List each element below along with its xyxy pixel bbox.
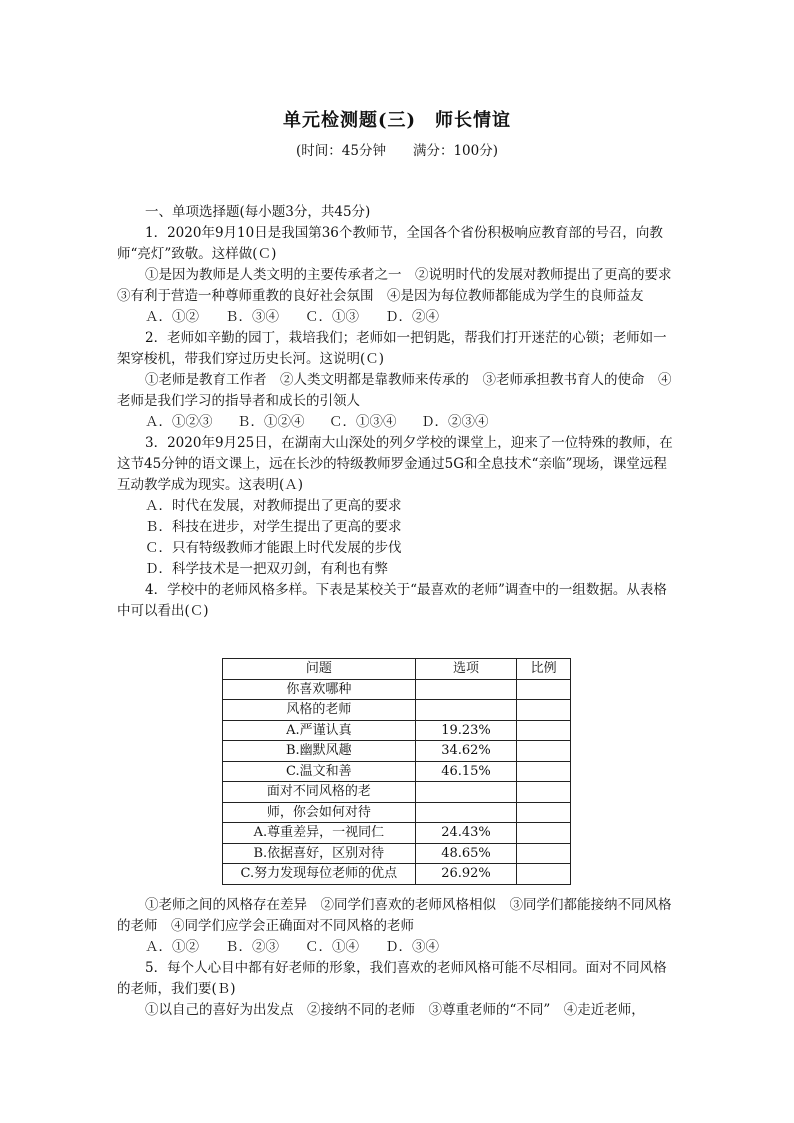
table-cell: A.尊重差异，一视同仁: [223, 823, 416, 844]
table-row: [223, 761, 571, 782]
table-cell: 48.65%: [415, 843, 517, 864]
question-4-stem: 4．学校中的老师风格多样。下表是某校关于“最喜欢的老师”调查中的一组数据。从表格中可以看出(Ｃ): [117, 582, 667, 619]
table-cell: C.温文和善: [223, 761, 416, 782]
table-row: [223, 802, 571, 823]
question-2-options: [117, 412, 679, 433]
question-1-stem: 1．2020年9月10日是我国第36个教师节，全国各个省份积极响应教育部的号召，向教师“亮灯”致敬。这样做(Ｃ): [117, 225, 663, 262]
option-c: Ｃ．①④: [305, 939, 359, 955]
question-2-items: ①老师是教育工作者 ②人类文明都是靠教师来传承的 ③老师承担教书育人的使命 ④老师是我们学习的指导者和成长的引领人: [117, 372, 672, 409]
question-4-options: [117, 937, 679, 958]
table-cell: 26.92%: [415, 864, 517, 885]
option-a: Ａ．①②③: [145, 414, 213, 430]
table-header-row: [223, 659, 571, 680]
questions-block: [117, 202, 685, 622]
table-row: [223, 679, 571, 700]
table-row: [223, 823, 571, 844]
question-3-stem: 3．2020年9月25日，在湖南大山深处的列夕学校的课堂上，迎来了一位特殊的教师，在这节45分钟的语文课上，远在长沙的特级教师罗金通过5G和全息技术“亲临”现场，课堂远程互动教学成为现实。这表明(Ａ): [117, 435, 673, 493]
table-row: [223, 864, 571, 885]
question-1-options: [117, 307, 679, 328]
option-a: Ａ．①②: [145, 939, 199, 955]
table-cell: 34.62%: [415, 741, 517, 762]
page-title: 单元检测题(三) 师长情谊: [282, 110, 512, 131]
table-row: [223, 741, 571, 762]
option-c: Ｃ．①③: [305, 309, 359, 325]
question-1-items: ①是因为教师是人类文明的主要传承者之一 ②说明时代的发展对教师提出了更高的要求 ③有利于营造一种尊师重教的良好社会氛围 ④是因为每位教师都能成为学生的良师益友: [117, 267, 685, 304]
option-d: Ｄ．②④: [385, 309, 439, 325]
table-header: 比例: [517, 659, 571, 680]
survey-table: [222, 658, 571, 885]
table-cell: 面对不同风格的老: [223, 782, 416, 803]
option-c: Ｃ．只有特级教师才能跟上时代发展的步伐: [145, 540, 402, 556]
table-cell: [517, 720, 571, 741]
table-cell: [517, 679, 571, 700]
table-cell: C.努力发现每位老师的优点: [223, 864, 416, 885]
table-cell: [517, 761, 571, 782]
table-row: [223, 700, 571, 721]
option-b: Ｂ．①②④: [237, 414, 305, 430]
table-cell: [415, 679, 517, 700]
table-cell: 师，你会如何对待: [223, 802, 416, 823]
table-cell: B.幽默风趣: [223, 741, 416, 762]
table-header: 问题: [223, 659, 416, 680]
option-b: Ｂ．②③: [225, 939, 279, 955]
table-cell: 24.43%: [415, 823, 517, 844]
table-cell: [415, 700, 517, 721]
option-d: Ｄ．科学技术是一把双刃剑，有利也有弊: [145, 561, 388, 577]
option-a: Ａ．①②: [145, 309, 199, 325]
table-cell: [517, 864, 571, 885]
option-c: Ｃ．①③④: [329, 414, 397, 430]
table-cell: [415, 782, 517, 803]
question-4-items: ①老师之间的风格存在差异 ②同学们喜欢的老师风格相似 ③同学们都能接纳不同风格的老师 ④同学们应学会正确面对不同风格的老师: [117, 897, 672, 934]
question-5-items: ①以自己的喜好为出发点 ②接纳不同的老师 ③尊重老师的“不同” ④走近老师，: [145, 1002, 645, 1018]
table-cell: A.严谨认真: [223, 720, 416, 741]
table-cell: [517, 843, 571, 864]
table-row: [223, 843, 571, 864]
table-header: 选项: [415, 659, 517, 680]
section-heading: 一、单项选择题(每小题3分，共45分): [145, 204, 371, 220]
table-cell: [517, 823, 571, 844]
table-cell: [517, 802, 571, 823]
table-cell: 你喜欢哪种: [223, 679, 416, 700]
question-5-stem: 5．每个人心目中都有好老师的形象，我们喜欢的老师风格可能不尽相同。面对不同风格的老师，我们要(Ｂ): [117, 960, 667, 997]
table-cell: [415, 802, 517, 823]
table-cell: 19.23%: [415, 720, 517, 741]
option-d: Ｄ．②③④: [421, 414, 489, 430]
table-cell: B.依据喜好，区别对待: [223, 843, 416, 864]
table-cell: 风格的老师: [223, 700, 416, 721]
option-b: Ｂ．③④: [225, 309, 279, 325]
table-cell: [517, 782, 571, 803]
table-cell: 46.15%: [415, 761, 517, 782]
option-d: Ｄ．③④: [385, 939, 439, 955]
option-b: Ｂ．科技在进步，对学生提出了更高的要求: [145, 519, 402, 535]
table-row: [223, 782, 571, 803]
table-cell: [517, 700, 571, 721]
exam-subtitle: (时间：45分钟 满分：100分): [296, 143, 498, 159]
questions-block-continued: [117, 895, 679, 1021]
option-a: Ａ．时代在发展，对教师提出了更高的要求: [145, 498, 402, 514]
table-cell: [517, 741, 571, 762]
table-row: [223, 720, 571, 741]
question-2-stem: 2．老师如辛勤的园丁，栽培我们；老师如一把钥匙，帮我们打开迷茫的心锁；老师如一架穿梭机，带我们穿过历史长河。这说明(Ｃ): [117, 330, 667, 367]
